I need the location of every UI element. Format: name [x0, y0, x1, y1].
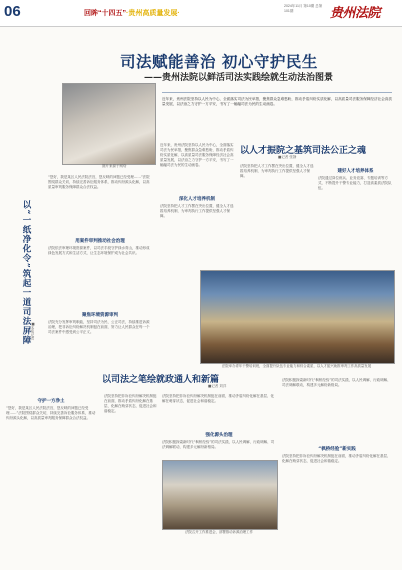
article-headline: 以人才振院之基筑司法公正之魂	[240, 146, 367, 156]
vertical-article-author: ■本报记者	[31, 322, 35, 340]
office-photo	[62, 83, 156, 165]
meeting-photo	[162, 460, 278, 530]
page-header	[0, 0, 402, 27]
article-body: “您好，我是某区人民法院法官，您反映的问题已经受理……”法院围绕群众关切，持续完善诉讼服务体系，推动纠纷源头化解，以高质量审判服务保障群众合法权益。	[48, 175, 150, 189]
article-headline: 以司法之笔绘就政通人和新篇	[102, 375, 220, 385]
issue-meta: 2024年11月 第10期 总第101期	[284, 4, 323, 13]
article-body: “您好，我是某区人民法院法官，您反映的问题已经受理……”法院围绕群众关切，持续完善诉讼服务体系，推动纠纷源头化解，以高质量审判服务保障群众合法权益。	[6, 406, 96, 420]
article-body: 法院坚持把非诉讼纠纷解决机制挺在前面，推动矛盾纠纷化解在基层、化解在萌芽状态，促进社会和谐稳定。	[282, 454, 391, 463]
section-heading: 用案件审判推动社会治理	[75, 239, 125, 244]
banner-main: ·贵州高质量发展·	[126, 10, 180, 17]
section-heading: 建好人才培养体系	[337, 169, 374, 174]
article-body: 法院坚持把人才工作摆在突出位置，健全人才选拔培养机制，为审判执行工作提供坚强人才保障。	[160, 204, 234, 218]
banner-prefix: 回眸“十四五”	[84, 10, 126, 17]
article-body: 法院坚持把非诉讼纠纷解决机制挺在前面，推动矛盾纠纷化解在基层、化解在萌芽状态，促进社会和谐稳定。	[162, 394, 274, 403]
main-title: 司法赋能善治 初心守护民生	[120, 52, 318, 71]
section-heading: “枫桥经验”新实践	[318, 447, 356, 452]
article-author: ■记者 刘洋	[208, 384, 227, 388]
section-heading: 聚焦环境资源审判	[82, 313, 118, 318]
intro-paragraph: 近年来，贵州法院坚持以人民为中心，全面落实司法为民举措，聚焦群众急难愁盼，推动矛盾纠纷实质化解，以高质量司法服务保障经济社会高质量发展，以法治之力守护一方平安，书写了一幅幅司法为民的生动画卷。	[162, 97, 392, 107]
column-banner	[84, 8, 180, 18]
article-body: 法院坚持把人才工作摆在突出位置，健全人才选拔培养机制，为审判执行工作提供坚强人才保障。	[240, 164, 314, 178]
article-body: 法院坚持把非诉讼纠纷解决机制挺在前面，推动矛盾纠纷化解在基层、化解在萌芽状态，促进社会和谐稳定。	[104, 394, 157, 413]
section-heading: 强化源头治理	[205, 433, 233, 438]
article-body: 法院依法审理环境资源案件，以司法手段守护绿水青山，推动形成绿色发展方式和生活方式，让生态环境保护成为社会共识。	[48, 246, 150, 255]
photo-caption: 法院召开工作推进会，部署推动诉源治理工作	[185, 530, 253, 534]
article-body: 法院积极探索新时代“枫桥经验”的司法实践，以人民调解、行政调解、司法调解联动，构建多元解纷新格局。	[162, 440, 275, 449]
article-body: 法院积极探索新时代“枫桥经验”的司法实践，以人民调解、行政调解、司法调解联动，构建多元解纷新格局。	[282, 378, 391, 387]
masthead-logo: 贵州法院	[330, 6, 381, 21]
section-heading: 深化人才培养机制	[179, 197, 215, 202]
section-heading: 守护一方净土	[37, 399, 65, 404]
photo-caption: 图片来源于网络	[102, 164, 127, 168]
page-number: 06	[4, 3, 21, 20]
main-subtitle: ——贵州法院以鲜活司法实践绘就生动法治图景	[144, 73, 334, 83]
photo-caption: 法院举办青年干警培训班，全面提升队伍专业能力和综合素质，以人才振兴助推审判工作高质量发展	[221, 364, 372, 368]
training-photo	[200, 270, 395, 364]
vertical-article-title: 以“一纸净化令”筑起一道司法屏障	[21, 200, 31, 345]
divider	[162, 92, 392, 93]
article-author: ■记者 张静	[278, 155, 297, 159]
article-body: 近年来，贵州法院坚持以人民为中心，全面落实司法为民举措，聚焦群众急难愁盼，推动矛盾纠纷实质化解，以高质量司法服务保障经济社会高质量发展，以法治之力守护一方平安，书写了一幅幅司法为民的生动画卷。	[160, 143, 234, 167]
article-body: 法院充分发挥审判职能，坚持司法为民、公正司法，持续推进诉源治理，把非诉讼纠纷解决机制挺在前面，努力让人民群众在每一个司法案件中感受到公平正义。	[48, 320, 150, 334]
article-body: 法院通过岗位练兵、业务竞赛、专题培训等方式，不断提升干警专业能力，打造高素质法院队伍。	[318, 176, 392, 190]
